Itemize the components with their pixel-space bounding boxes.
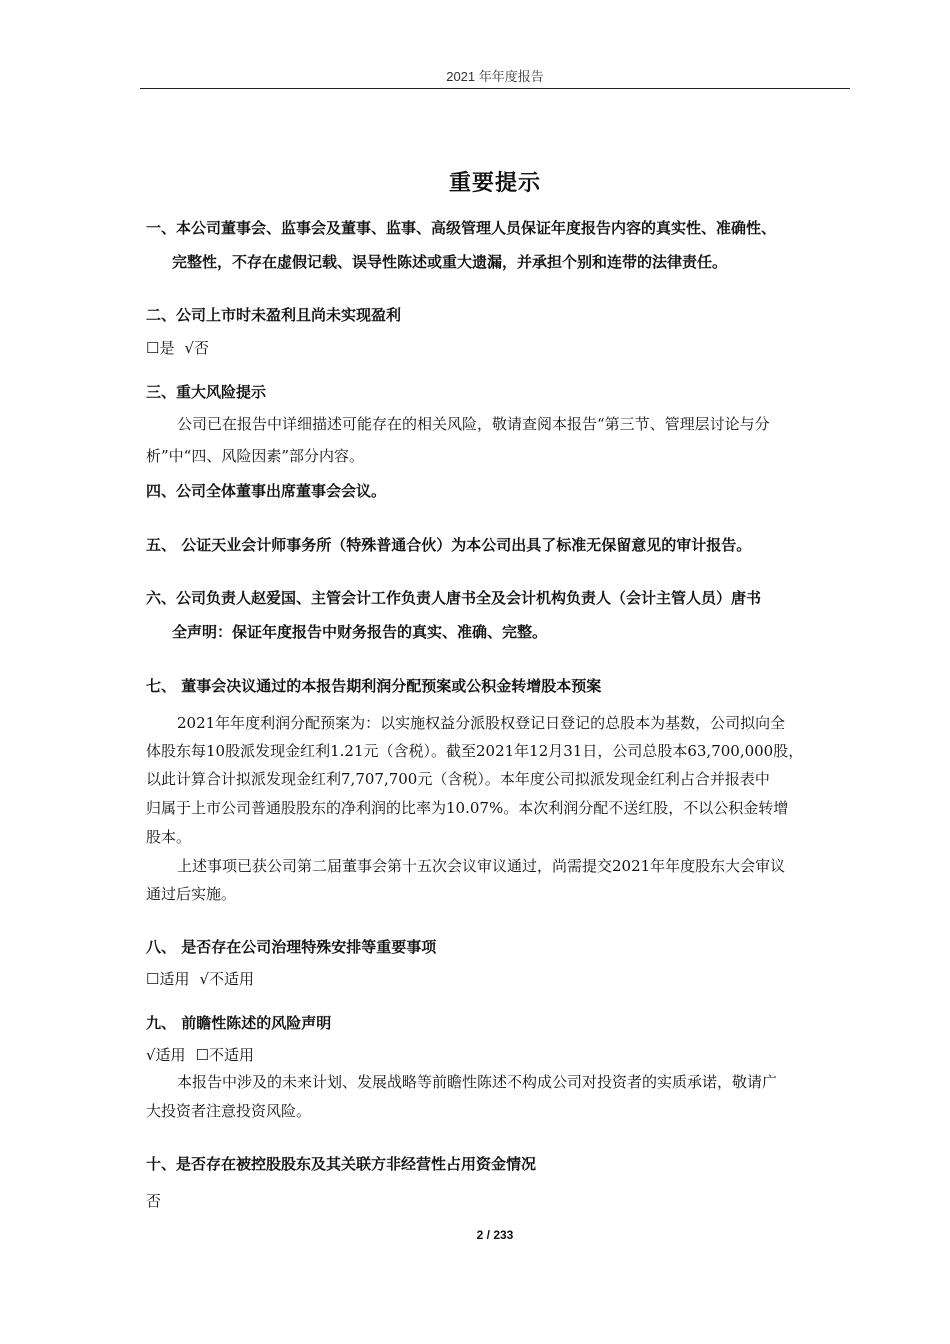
section-1-line1: 一、本公司董事会、监事会及董事、监事、高级管理人员保证年度报告内容的真实性、准确性、 bbox=[146, 219, 777, 237]
option-not-applicable: √不适用 bbox=[199, 970, 255, 988]
header-divider bbox=[140, 88, 850, 89]
section-6-line1: 六、公司负责人赵爱国、主管会计工作负责人唐书全及会计机构负责人（会计主管人员）唐书 bbox=[146, 589, 762, 607]
section-3-line1: 公司已在报告中详细描述可能存在的相关风险，敬请查阅本报告“第三节、管理层讨论与分 bbox=[177, 415, 770, 433]
section-9-options bbox=[146, 1040, 254, 1070]
section-7-p1-line1: 2021年年度利润分配预案为：以实施权益分派股权登记日登记的总股本为基数，公司拟向全 bbox=[177, 714, 786, 732]
option-yes: ☐是 bbox=[146, 339, 175, 357]
section-2-options bbox=[146, 333, 209, 363]
section-7-p1-line3: 以此计算合计拟派发现金红利7,707,700元（含税）。本年度公司拟派发现金红利占合并报表中 bbox=[146, 770, 770, 788]
section-9-line2: 大投资者注意投资风险。 bbox=[146, 1102, 312, 1120]
section-8-options bbox=[146, 964, 254, 994]
section-4-heading: 四、公司全体董事出席董事会会议。 bbox=[146, 482, 387, 500]
section-9-line1: 本报告中涉及的未来计划、发展战略等前瞻性陈述不构成公司对投资者的实质承诺，敬请广 bbox=[177, 1073, 778, 1091]
section-2-heading: 二、公司上市时未盈利且尚未实现盈利 bbox=[146, 306, 402, 324]
page-header: 2021 年年度报告 bbox=[446, 69, 544, 84]
section-7-p2-line2: 通过后实施。 bbox=[146, 885, 237, 903]
section-3-line2: 析”中“四、风险因素”部分内容。 bbox=[146, 447, 365, 465]
section-6-line2: 全声明：保证年度报告中财务报告的真实、准确、完整。 bbox=[172, 623, 548, 641]
option-applicable: ☐适用 bbox=[146, 970, 190, 988]
option-no: √否 bbox=[184, 339, 210, 357]
section-7-p1-line2: 体股东每10股派发现金红利1.21元（含税）。截至2021年12月31日，公司总股本63,700,000股， bbox=[146, 742, 804, 760]
section-9-heading: 九、 前瞻性陈述的风险声明 bbox=[146, 1014, 332, 1032]
section-10-answer: 否 bbox=[146, 1192, 162, 1210]
section-5-heading: 五、 公证天业会计师事务所（特殊普通合伙）为本公司出具了标准无保留意见的审计报告。 bbox=[146, 536, 752, 554]
option-not-applicable: ☐不适用 bbox=[195, 1046, 255, 1064]
section-10-heading: 十、是否存在被控股股东及其关联方非经营性占用资金情况 bbox=[146, 1155, 537, 1173]
option-applicable: √适用 bbox=[146, 1046, 186, 1064]
section-7-p1-line5: 股本。 bbox=[146, 828, 192, 846]
page-number: 2 / 233 bbox=[476, 1228, 514, 1242]
section-3-heading: 三、重大风险提示 bbox=[146, 383, 267, 401]
section-7-heading: 七、 董事会决议通过的本报告期利润分配预案或公积金转增股本预案 bbox=[146, 677, 602, 695]
section-1-line2: 完整性，不存在虚假记载、误导性陈述或重大遗漏，并承担个别和连带的法律责任。 bbox=[172, 253, 728, 271]
section-7-p1-line4: 归属于上市公司普通股股东的净利润的比率为10.07%。本次利润分配不送红股，不以公积金转增 bbox=[146, 799, 789, 817]
page-title: 重要提示 bbox=[448, 171, 541, 196]
section-7-p2-line1: 上述事项已获公司第二届董事会第十五次会议审议通过，尚需提交2021年年度股东大会审议 bbox=[177, 857, 786, 875]
section-8-heading: 八、 是否存在公司治理特殊安排等重要事项 bbox=[146, 938, 437, 956]
